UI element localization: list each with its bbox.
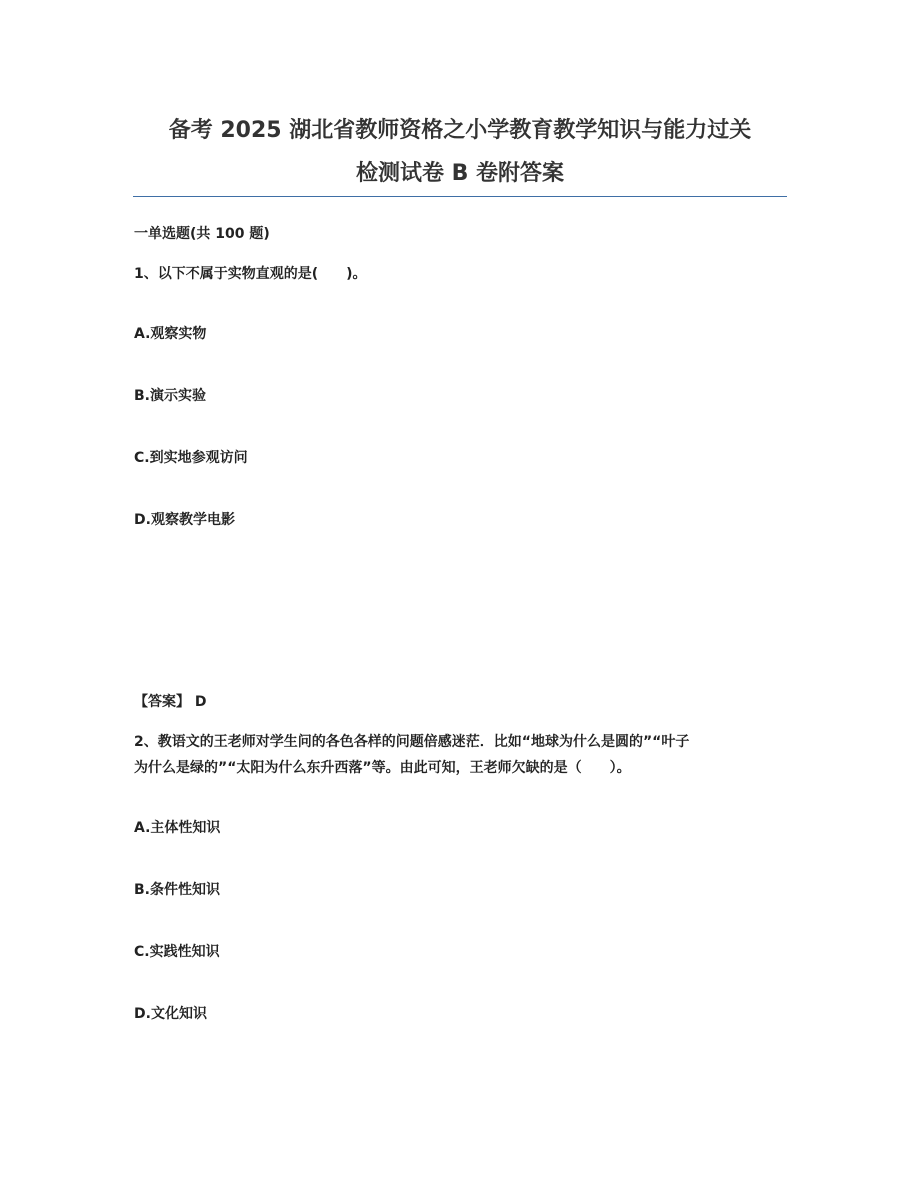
question-1-option-b: B.演示实验 [134, 388, 206, 404]
question-2-option-d: D.文化知识 [134, 1006, 207, 1022]
question-1-answer: 【答案】 D [134, 694, 207, 710]
question-1-option-d: D.观察教学电影 [134, 512, 235, 528]
question-1-stem: 1、以下不属于实物直观的是( )。 [134, 266, 367, 282]
question-2-option-c: C.实践性知识 [134, 944, 220, 960]
question-2-stem-line-1: 2、教语文的王老师对学生问的各色各样的问题倍感迷茫．比如“地球为什么是圆的”“叶子 [134, 734, 690, 750]
document-title-line-2: 检测试卷 B 卷附答案 [355, 161, 565, 186]
document-title-line-1: 备考 2025 湖北省教师资格之小学教育教学知识与能力过关 [168, 118, 752, 143]
question-1-option-c: C.到实地参观访问 [134, 450, 248, 466]
question-2-stem-line-2: 为什么是绿的”“太阳为什么东升西落”等。由此可知，王老师欠缺的是（ ）。 [134, 760, 631, 776]
section-heading: 一单选题(共 100 题) [134, 226, 270, 242]
question-2-option-b: B.条件性知识 [134, 882, 220, 898]
title-divider [133, 196, 787, 197]
question-1-option-a: A.观察实物 [134, 326, 207, 342]
question-2-option-a: A.主体性知识 [134, 820, 221, 836]
